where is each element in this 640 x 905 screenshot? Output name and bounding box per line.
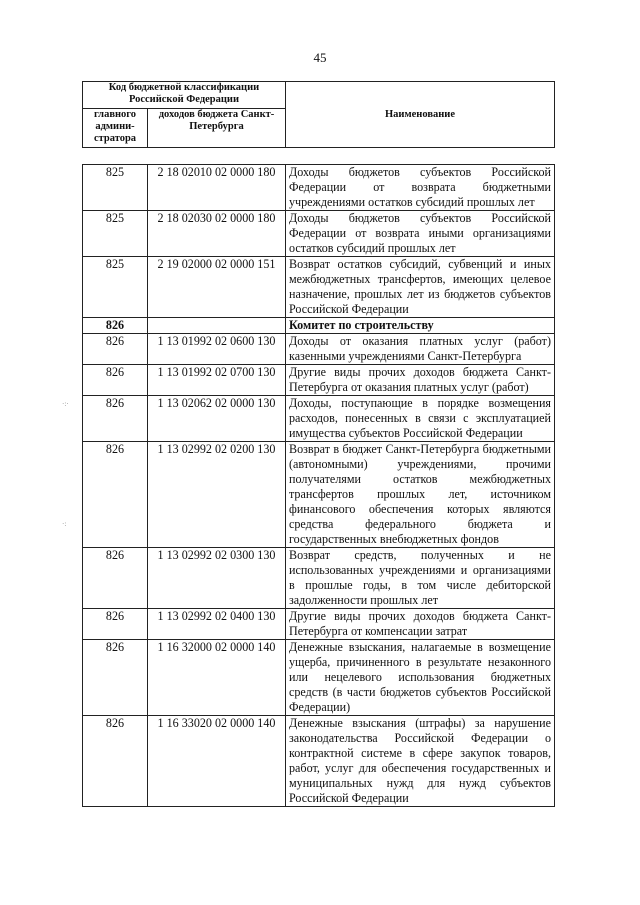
table-row — [83, 396, 555, 442]
page-number: 45 — [313, 50, 327, 65]
name-cell: Доходы от оказания платных услуг (работ) казенными учреждениями Санкт-Петербурга — [286, 334, 555, 365]
table-row — [83, 165, 555, 211]
income-code-cell: 1 13 02062 02 0000 130 — [148, 396, 286, 442]
name-cell: Доходы бюджетов субъектов Российской Федерации от возврата иными организациями остатков субсидий прошлых лет — [286, 211, 555, 257]
admin-column-header: главного админи-стратора — [83, 109, 148, 148]
table-row — [83, 442, 555, 548]
name-column-header: Наименование — [286, 82, 555, 148]
table-row — [83, 640, 555, 716]
admin-code-cell: 825 — [83, 165, 148, 211]
admin-code-cell: 826 — [83, 334, 148, 365]
code-column-header: доходов бюджета Санкт-Петербурга — [148, 109, 286, 148]
admin-code-cell: 826 — [83, 318, 148, 334]
admin-code-cell: 825 — [83, 257, 148, 318]
name-cell: Возврат средств, полученных и не использованных учреждениями и организациями в прошлые годы, в том числе дебиторской задолженности прошлых лет — [286, 548, 555, 609]
name-cell: Возврат остатков субсидий, субвенций и иных межбюджетных трансфертов, имеющих целевое назначение, прошлых лет из бюджетов субъектов Российской Федерации — [286, 257, 555, 318]
table-header — [82, 81, 555, 148]
name-cell: Доходы бюджетов субъектов Российской Федерации от возврата бюджетными учреждениями остатков субсидий прошлых лет — [286, 165, 555, 211]
name-cell: Доходы, поступающие в порядке возмещения расходов, понесенных в связи с эксплуатацией имущества субъектов Российской Федерации — [286, 396, 555, 442]
admin-code-cell: 826 — [83, 548, 148, 609]
income-code-cell: 1 13 01992 02 0600 130 — [148, 334, 286, 365]
income-code-cell: 1 13 02992 02 0300 130 — [148, 548, 286, 609]
table-row — [83, 548, 555, 609]
income-code-cell: 1 13 02992 02 0400 130 — [148, 609, 286, 640]
name-cell: Другие виды прочих доходов бюджета Санкт-Петербурга от компенсации затрат — [286, 609, 555, 640]
scan-artifact: ·:· — [62, 400, 69, 408]
income-code-cell: 2 19 02000 02 0000 151 — [148, 257, 286, 318]
table-row — [83, 365, 555, 396]
table-row — [83, 716, 555, 807]
admin-code-cell: 826 — [83, 609, 148, 640]
income-code-cell: 2 18 02010 02 0000 180 — [148, 165, 286, 211]
name-cell: Денежные взыскания (штрафы) за нарушение законодательства Российской Федерации о контрактной системе в сфере закупок товаров, работ, услуг для обеспечения государственных и муниципальных нужд для нужд субъектов Российской Федерации — [286, 716, 555, 807]
table-row — [83, 334, 555, 365]
admin-code-cell: 826 — [83, 640, 148, 716]
admin-code-cell: 826 — [83, 365, 148, 396]
admin-code-cell: 825 — [83, 211, 148, 257]
name-cell: Комитет по строительству — [286, 318, 555, 334]
admin-code-cell: 826 — [83, 442, 148, 548]
group-title: Код бюджетной классификации Российской Федерации — [83, 82, 286, 109]
name-cell: Другие виды прочих доходов бюджета Санкт-Петербурга от оказания платных услуг (работ) — [286, 365, 555, 396]
income-code-cell: 2 18 02030 02 0000 180 — [148, 211, 286, 257]
table-row — [83, 318, 555, 334]
income-code-cell: 1 13 01992 02 0700 130 — [148, 365, 286, 396]
income-code-cell: 1 13 02992 02 0200 130 — [148, 442, 286, 548]
table-row — [83, 211, 555, 257]
scan-artifact: ·: — [62, 520, 67, 528]
table-row — [83, 257, 555, 318]
income-code-cell: 1 16 32000 02 0000 140 — [148, 640, 286, 716]
name-cell: Возврат в бюджет Санкт-Петербурга бюджетными (автономными) учреждениями, прочими получателями остатков межбюджетных трансфертов прошлых лет, источником финансового обеспечения которых являются средства федерального бюджета и государственных внебюджетных фондов — [286, 442, 555, 548]
budget-code-table — [82, 164, 555, 807]
income-code-cell: 1 16 33020 02 0000 140 — [148, 716, 286, 807]
income-code-cell — [148, 318, 286, 334]
name-cell: Денежные взыскания, налагаемые в возмещение ущерба, причиненного в результате незаконного или нецелевого использования бюджетных средств (в части бюджетов субъектов Российской Федерации) — [286, 640, 555, 716]
admin-code-cell: 826 — [83, 716, 148, 807]
table-row — [83, 609, 555, 640]
admin-code-cell: 826 — [83, 396, 148, 442]
